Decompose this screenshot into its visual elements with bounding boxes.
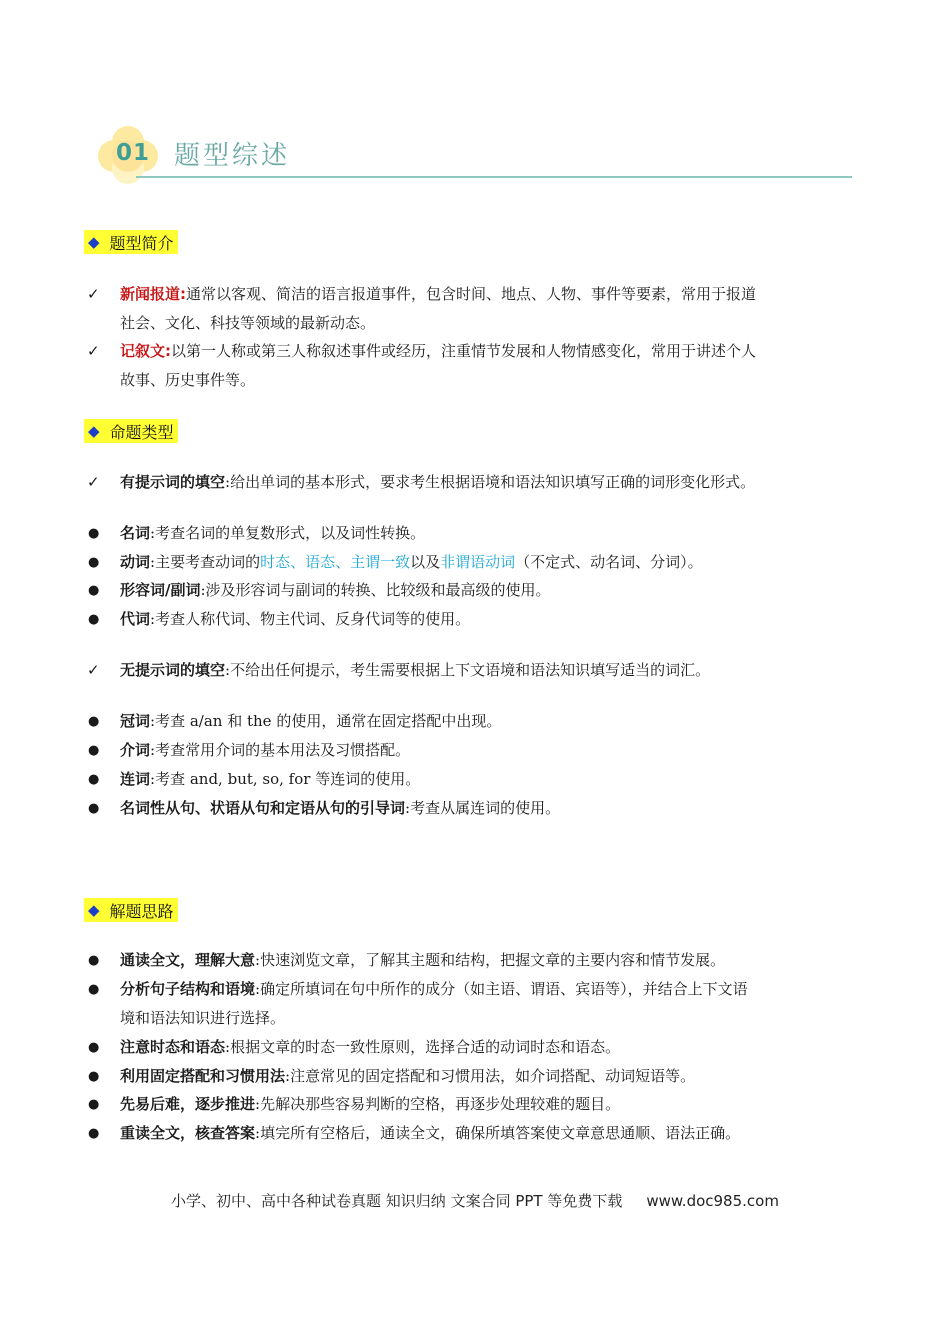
- check-icon: ✓: [87, 473, 100, 491]
- item-label: 注意时态和语态: [120, 1038, 226, 1056]
- bullet-icon: ●: [88, 583, 100, 598]
- list-item: ● 连词:考查 and, but, so, for 等连词的使用。: [84, 765, 874, 794]
- item-text: 主要考查动词的: [155, 553, 261, 571]
- bullet-icon: ●: [88, 714, 100, 729]
- footer-text: 小学、初中、高中各种试卷真题 知识归纳 文案合同 PPT 等免费下载: [171, 1192, 623, 1210]
- header-divider: [136, 176, 852, 178]
- list-item: ● 重读全文，核查答案:填完所有空格后，通读全文，确保所填答案使文章意思通顺、语法正确。: [84, 1119, 874, 1148]
- item-text: 通常以客观、简洁的语言报道事件，包含时间、地点、人物、事件等要素，常用于报道: [186, 285, 757, 303]
- bullet-icon: ●: [88, 801, 100, 816]
- check-icon: ✓: [87, 661, 100, 679]
- item-text-post: （不定式、动名词、分词）。: [515, 553, 703, 571]
- item-label: 新闻报道:: [120, 285, 186, 303]
- item-text: 考查常用介词的基本用法及习惯搭配。: [155, 741, 411, 759]
- list-item: ● 利用固定搭配和习惯用法:注意常见的固定搭配和习惯用法，如介词搭配、动词短语等。: [84, 1062, 874, 1091]
- list-item: ● 形容词/副词:涉及形容词与副词的转换、比较级和最高级的使用。: [84, 576, 874, 605]
- item-text: 考查名词的单复数形式，以及词性转换。: [155, 524, 426, 542]
- list-item: ● 名词性从句、状语从句和定语从句的引导词:考查从属连词的使用。: [84, 794, 874, 823]
- bullet-icon: ●: [88, 772, 100, 787]
- bullet-icon: ●: [88, 743, 100, 758]
- list-item: ✓ 无提示词的填空:不给出任何提示，考生需要根据上下文语境和语法知识填写适当的词汇。: [84, 656, 874, 685]
- section-header: [92, 118, 852, 198]
- item-text: 给出单词的基本形式，要求考生根据语境和语法知识填写正确的词形变化形式。: [230, 473, 756, 491]
- list-item: ● 分析句子结构和语境:确定所填词在句中所作的成分（如主语、谓语、宾语等），并结合上下文语 境和语法知识进行选择。: [84, 975, 874, 1033]
- section-label-types: [84, 419, 178, 443]
- item-text-cont: 境和语法知识进行选择。: [120, 1009, 286, 1027]
- list-item: ● 名词:考查名词的单复数形式，以及词性转换。: [84, 519, 874, 548]
- section-label-approach: [84, 898, 178, 922]
- item-text: 考查人称代词、物主代词、反身代词等的使用。: [155, 610, 471, 628]
- item-text: 根据文章的时态一致性原则，选择合适的动词时态和语态。: [230, 1038, 621, 1056]
- item-text: 确定所填词在句中所作的成分（如主语、谓语、宾语等），并结合上下文语: [260, 980, 748, 998]
- item-text: 快速浏览文章，了解其主题和结构，把握文章的主要内容和情节发展。: [260, 951, 726, 969]
- diamond-icon: ◆: [88, 233, 100, 251]
- list-item: ● 先易后难，逐步推进:先解决那些容易判断的空格，再逐步处理较难的题目。: [84, 1090, 874, 1119]
- item-colon: :: [225, 473, 231, 491]
- bullet-icon: ●: [88, 1097, 100, 1112]
- list-item: [84, 280, 874, 338]
- item-text-cont: 社会、文化、科技等领域的最新动态。: [120, 314, 376, 332]
- bullet-icon: ●: [88, 555, 100, 570]
- item-label: 介词: [120, 741, 151, 759]
- bullet-icon: ●: [88, 1126, 100, 1141]
- item-text: 先解决那些容易判断的空格，再逐步处理较难的题目。: [260, 1095, 621, 1113]
- item-label: 动词: [120, 553, 151, 571]
- item-text: 考查 a/an 和 the 的使用，通常在固定搭配中出现。: [155, 712, 502, 730]
- item-label: 重读全文，核查答案: [120, 1124, 256, 1142]
- highlight-link: 时态、语态、主谓一致: [260, 553, 411, 571]
- bullet-icon: ●: [88, 526, 100, 541]
- item-label: 记叙文:: [120, 342, 171, 360]
- item-label: 有提示词的填空: [120, 473, 226, 491]
- list-item: ● 代词:考查人称代词、物主代词、反身代词等的使用。: [84, 605, 874, 634]
- item-text: 不给出任何提示，考生需要根据上下文语境和语法知识填写适当的词汇。: [230, 661, 711, 679]
- footer: [0, 1190, 950, 1211]
- item-text: 考查从属连词的使用。: [410, 799, 561, 817]
- section-title: 题型综述: [174, 141, 291, 171]
- item-label: 无提示词的填空: [120, 661, 226, 679]
- section-label-intro: [84, 230, 178, 254]
- list-item: ● 通读全文，理解大意:快速浏览文章，了解其主题和结构，把握文章的主要内容和情节发展。: [84, 946, 874, 975]
- item-text: 以第一人称或第三人称叙述事件或经历，注重情节发展和人物情感变化，常用于讲述个人: [171, 342, 757, 360]
- bullet-icon: ●: [88, 953, 100, 968]
- item-label: 形容词/副词: [120, 581, 201, 599]
- check-icon: ✓: [87, 285, 100, 303]
- bullet-icon: ●: [88, 1069, 100, 1084]
- list-item: [84, 337, 874, 395]
- diamond-icon: ◆: [88, 422, 100, 440]
- item-text: 考查 and, but, so, for 等连词的使用。: [155, 770, 421, 788]
- section-label-text: 命题类型: [109, 422, 174, 442]
- list-item: ● 冠词:考查 a/an 和 the 的使用，通常在固定搭配中出现。: [84, 707, 874, 736]
- item-label: 分析句子结构和语境: [120, 980, 256, 998]
- item-label: 代词: [120, 610, 151, 628]
- item-label: 利用固定搭配和习惯用法: [120, 1067, 286, 1085]
- list-item: ● 注意时态和语态:根据文章的时态一致性原则，选择合适的动词时态和语态。: [84, 1033, 874, 1062]
- bullet-icon: ●: [88, 612, 100, 627]
- item-label: 通读全文，理解大意: [120, 951, 256, 969]
- item-text: 填完所有空格后，通读全文，确保所填答案使文章意思通顺、语法正确。: [260, 1124, 741, 1142]
- item-label: 连词: [120, 770, 151, 788]
- item-label: 先易后难，逐步推进: [120, 1095, 256, 1113]
- bullet-icon: ●: [88, 1040, 100, 1055]
- item-label: 冠词: [120, 712, 151, 730]
- item-text-cont: 故事、历史事件等。: [120, 371, 256, 389]
- footer-site-link[interactable]: www.doc985.com: [646, 1192, 779, 1210]
- item-text: 涉及形容词与副词的转换、比较级和最高级的使用。: [205, 581, 551, 599]
- list-item: [84, 468, 874, 497]
- list-item: ● 介词:考查常用介词的基本用法及习惯搭配。: [84, 736, 874, 765]
- diamond-icon: ◆: [88, 901, 100, 919]
- item-label: 名词: [120, 524, 151, 542]
- section-label-text: 解题思路: [109, 901, 174, 921]
- list-item: ● 动词:主要考查动词的时态、语态、主谓一致以及非谓语动词（不定式、动名词、分词）。: [84, 548, 874, 577]
- highlight-link: 非谓语动词: [440, 553, 516, 571]
- section-label-text: 题型简介: [109, 233, 174, 253]
- item-text: 注意常见的固定搭配和习惯用法，如介词搭配、动词短语等。: [290, 1067, 696, 1085]
- section-number: 01: [116, 140, 151, 166]
- check-icon: ✓: [87, 342, 100, 360]
- bullet-icon: ●: [88, 982, 100, 997]
- item-text-mid: 以及: [410, 553, 441, 571]
- item-label: 名词性从句、状语从句和定语从句的引导词: [120, 799, 406, 817]
